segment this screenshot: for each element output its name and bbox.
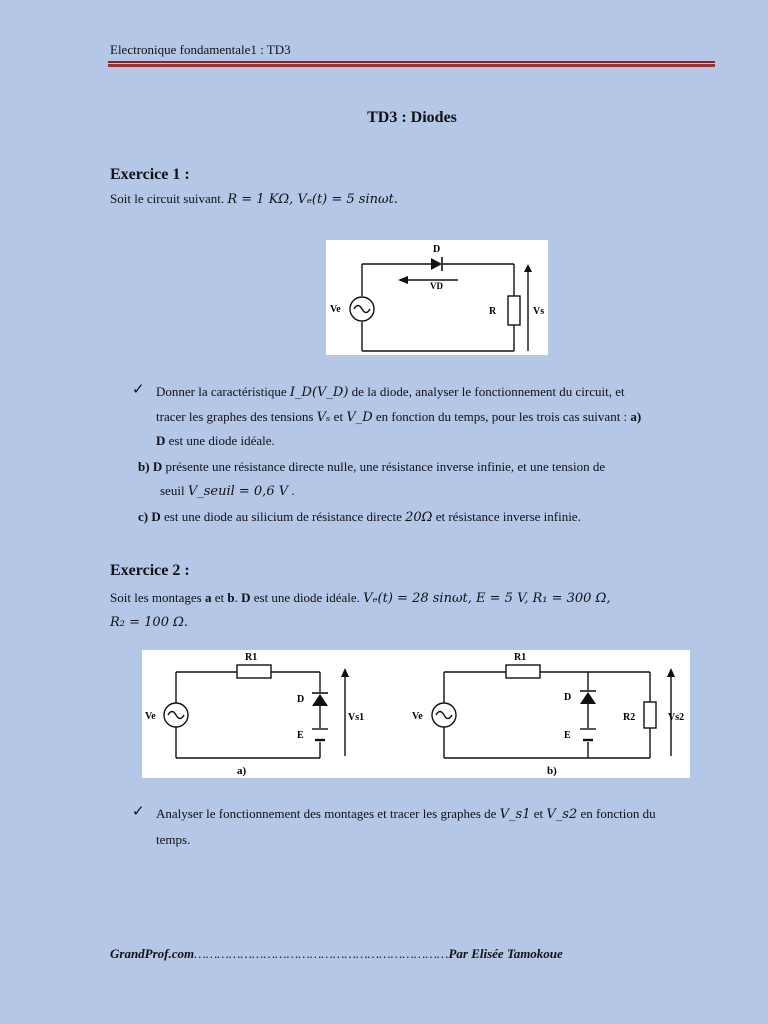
task1-math-id: I_D(V_D) [289,385,349,400]
footer [110,946,690,962]
exercise1-intro-text: Soit le circuit suivant. [110,191,225,206]
fig2b-label-r1: R1 [514,652,527,663]
fig2a-caption: a) [237,765,247,777]
fig1-label-d: D [433,244,441,255]
task1-math-vd: V_D [346,410,373,425]
exercise1-task-line1 [156,383,716,402]
checkmark-icon: ✓ [132,804,145,820]
ex2-intro-a-bold: a [204,590,212,605]
ex2-intro-math2: R₂ = 100 Ω. [110,615,189,630]
footer-dots: ………………………………………………………… [194,946,449,961]
case-b-end: . [291,483,295,498]
exercise2-intro [110,589,730,608]
footer-right: Par Elisée Tamokoue [448,946,563,961]
ex2-intro-rest: est une diode idéale. [253,590,360,605]
exercise1-case-b-line2 [160,482,295,501]
exercise1-task-line3 [156,432,275,450]
fig2b-label-ve: Ve [412,711,423,722]
fig1-label-vd: VD [430,281,443,291]
exercise1-heading: Exercice 1 : [110,166,190,183]
fig1-label-ve: Ve [330,304,341,315]
header-rule [108,61,715,68]
ex2-intro-a: Soit les montages [110,590,202,605]
circuit-figure-2 [142,650,690,778]
fig1-label-r: R [489,306,497,317]
task1-text-a: Donner la caractéristique [156,384,287,399]
case-b-text: présente une résistance directe nulle, une résistance inverse infinie, et une tension de [165,459,606,474]
case-b-math: V_seuil = 0,6 V [187,484,289,499]
exercise1-case-c [138,508,718,527]
fig2a-label-e: E [297,730,304,741]
exercise1-intro-math: R = 1 KΩ, Vₑ(t) = 5 sinωt. [227,192,398,207]
fig2a-label-ve: Ve [145,711,156,722]
task2-and: et [533,806,544,821]
fig2b-label-vs: Vs2 [668,712,685,723]
case-a-text: est une diode idéale. [168,433,275,448]
exercise2-task-line2: temps. [156,832,191,847]
fig2b-caption: b) [547,765,557,777]
task2-text-b: en fonction du [580,806,656,821]
header-title: Electronique fondamentale1 : TD3 [110,42,291,57]
case-c-label: c) [138,509,149,524]
fig2b-label-e: E [564,730,571,741]
circuit-figure-1 [326,240,548,355]
exercise2-intro-line2 [110,613,188,632]
task1-text-e: en fonction du temps, pour les trois cas suivant : [375,409,628,424]
case-a-label: a) [630,409,642,424]
exercise2-heading: Exercice 2 : [110,562,190,579]
task2-text-a: Analyser le fonctionnement des montages et tracer les graphes de [156,806,497,821]
case-b-label: b) [138,459,150,474]
checkmark-icon: ✓ [132,382,145,398]
exercise2-task-line1 [156,805,716,824]
footer-left: GrandProf.com [110,946,195,961]
task1-text-c: tracer les graphes des tensions [156,409,314,424]
ex2-intro-d: D [241,590,251,605]
fig2a-label-vs: Vs1 [348,712,365,723]
task2-math-vs2: V_s2 [546,807,578,822]
case-c-d: D [151,509,161,524]
case-c-text2: et résistance inverse infinie. [435,509,581,524]
fig2b-label-r2: R2 [623,712,636,723]
document-title: TD3 : Diodes [367,109,457,126]
case-c-text: est une diode au silicium de résistance directe [164,509,402,524]
fig2a-label-d: D [297,694,305,705]
ex2-intro-b-bold: b [227,590,235,605]
fig1-label-vs: Vs [533,306,545,317]
case-a-d: D [156,433,166,448]
case-c-math: 20Ω [405,510,433,525]
exercise1-task-line2 [156,408,716,427]
exercise1-case-b [138,458,718,476]
ex2-intro-dot: . [234,590,238,605]
fig2a-label-r1: R1 [245,652,258,663]
case-b-d: D [152,459,163,474]
task1-text-d: et [333,409,344,424]
fig2b-label-d: D [564,692,572,703]
task1-math-vs: Vₛ [316,410,331,425]
ex2-intro-et: et [214,590,225,605]
case-b-seuil: seuil [160,483,185,498]
exercise1-intro [110,190,398,209]
task2-math-vs1: V_s1 [499,807,531,822]
task1-text-b: de la diode, analyser le fonctionnement du circuit, et [351,384,625,399]
ex2-intro-math: Vₑ(t) = 28 sinωt, E = 5 V, R₁ = 300 Ω, [363,591,611,606]
